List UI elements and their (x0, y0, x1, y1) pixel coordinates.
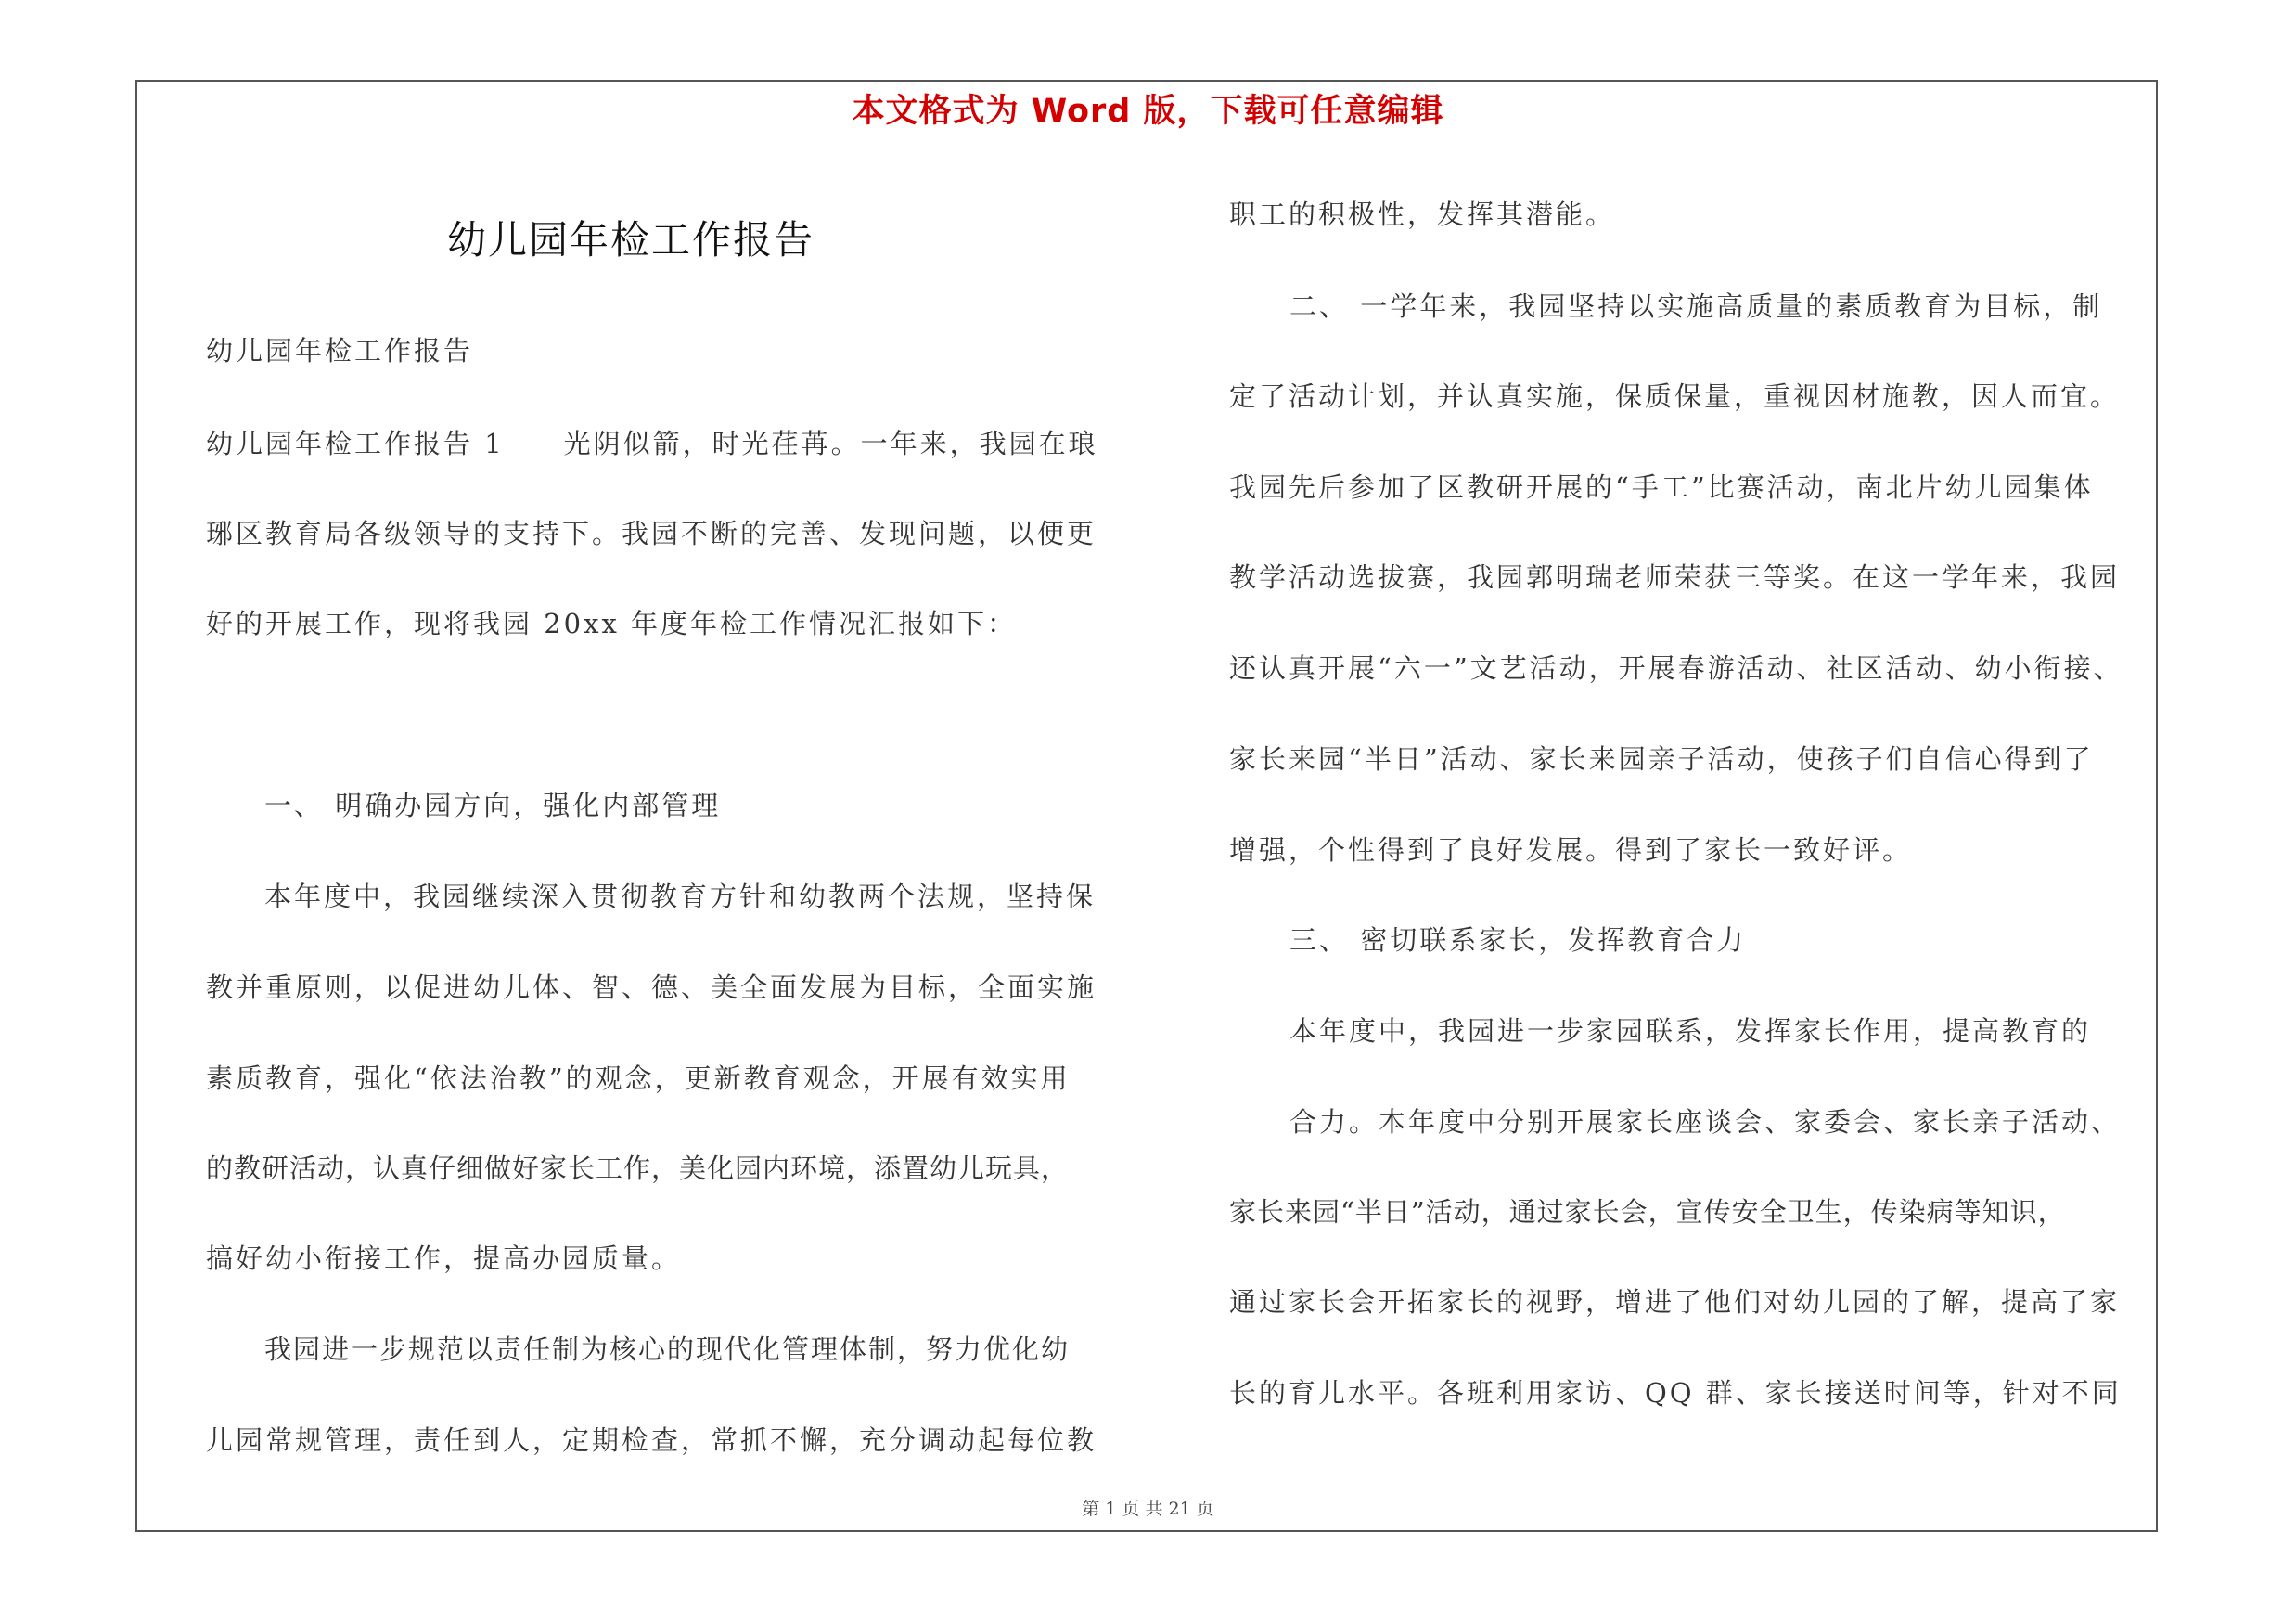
paragraph-line: 幼儿园年检工作报告 (206, 335, 474, 367)
paragraph-line: 还认真开展“六一”文艺活动，开展春游活动、社区活动、幼小衔接、 (1229, 652, 2123, 684)
paragraph-line: 我园先后参加了区教研开展的“手工”比赛活动，南北片幼儿园集体 (1229, 471, 2094, 503)
paragraph-line: 幼儿园年检工作报告 1 光阴似箭，时光荏苒。一年来，我园在琅 (206, 428, 1098, 459)
paragraph-line: 的教研活动，认真仔细做好家长工作，美化园内环境，添置幼儿玩具， (206, 1153, 1070, 1184)
paragraph-line: 长的育儿水平。各班利用家访、QQ 群、家长接送时间等，针对不同 (1229, 1377, 2122, 1409)
paragraph-line: 儿园常规管理，责任到人，定期检查，常抓不懈，充分调动起每位教 (206, 1424, 1097, 1456)
paragraph-line: 好的开展工作，现将我园 20xx 年度年检工作情况汇报如下： (206, 608, 1018, 639)
paragraph-line: 合力。本年度中分别开展家长座谈会、家委会、家长亲子活动、 (1289, 1106, 2122, 1138)
paragraph-line: 教学活动选拔赛，我园郭明瑞老师荣获三等奖。在这一学年来，我园 (1229, 561, 2121, 593)
paragraph-line: 家长来园“半日”活动、家长来园亲子活动，使孩子们自信心得到了 (1229, 743, 2094, 775)
page-number-footer: 第 1 页 共 21 页 (1082, 1499, 1214, 1519)
paragraph-line: 素质教育，强化“依法治教”的观念，更新教育观念，开展有效实用 (206, 1063, 1071, 1094)
paragraph-line: 家长来园“半日”活动，通过家长会，宣传安全卫生，传染病等知识， (1229, 1196, 2066, 1228)
section-heading: 三、 密切联系家长，发挥教育合力 (1289, 924, 1747, 956)
word-format-banner: 本文格式为 Word 版，下载可任意编辑 (852, 93, 1444, 130)
section-heading: 二、 一学年来，我园坚持以实施高质量的素质教育为目标，制 (1289, 290, 2103, 322)
paragraph-line: 我园进一步规范以责任制为核心的现代化管理体制，努力优化幼 (264, 1333, 1071, 1365)
section-heading: 一、 明确办园方向，强化内部管理 (264, 790, 722, 821)
paragraph-line: 职工的积极性，发挥其潜能。 (1229, 199, 1616, 230)
document-title: 幼儿园年检工作报告 (446, 217, 815, 263)
paragraph-line: 定了活动计划，并认真实施，保质保量，重视因材施教，因人而宜。 (1229, 380, 2121, 412)
paragraph-line: 本年度中，我园继续深入贯彻教育方针和幼教两个法规，坚持保 (264, 881, 1097, 912)
paragraph-line: 琊区教育局各级领导的支持下。我园不断的完善、发现问题，以便更 (206, 518, 1097, 549)
paragraph-line: 本年度中，我园进一步家园联系，发挥家长作用，提高教育的 (1289, 1015, 2092, 1047)
paragraph-line: 通过家长会开拓家长的视野，增进了他们对幼儿园的了解，提高了家 (1229, 1286, 2121, 1318)
paragraph-line: 教并重原则，以促进幼儿体、智、德、美全面发展为目标，全面实施 (206, 972, 1097, 1003)
paragraph-line: 增强，个性得到了良好发展。得到了家长一致好评。 (1229, 834, 1913, 866)
paragraph-line: 搞好幼小衔接工作，提高办园质量。 (206, 1243, 682, 1274)
